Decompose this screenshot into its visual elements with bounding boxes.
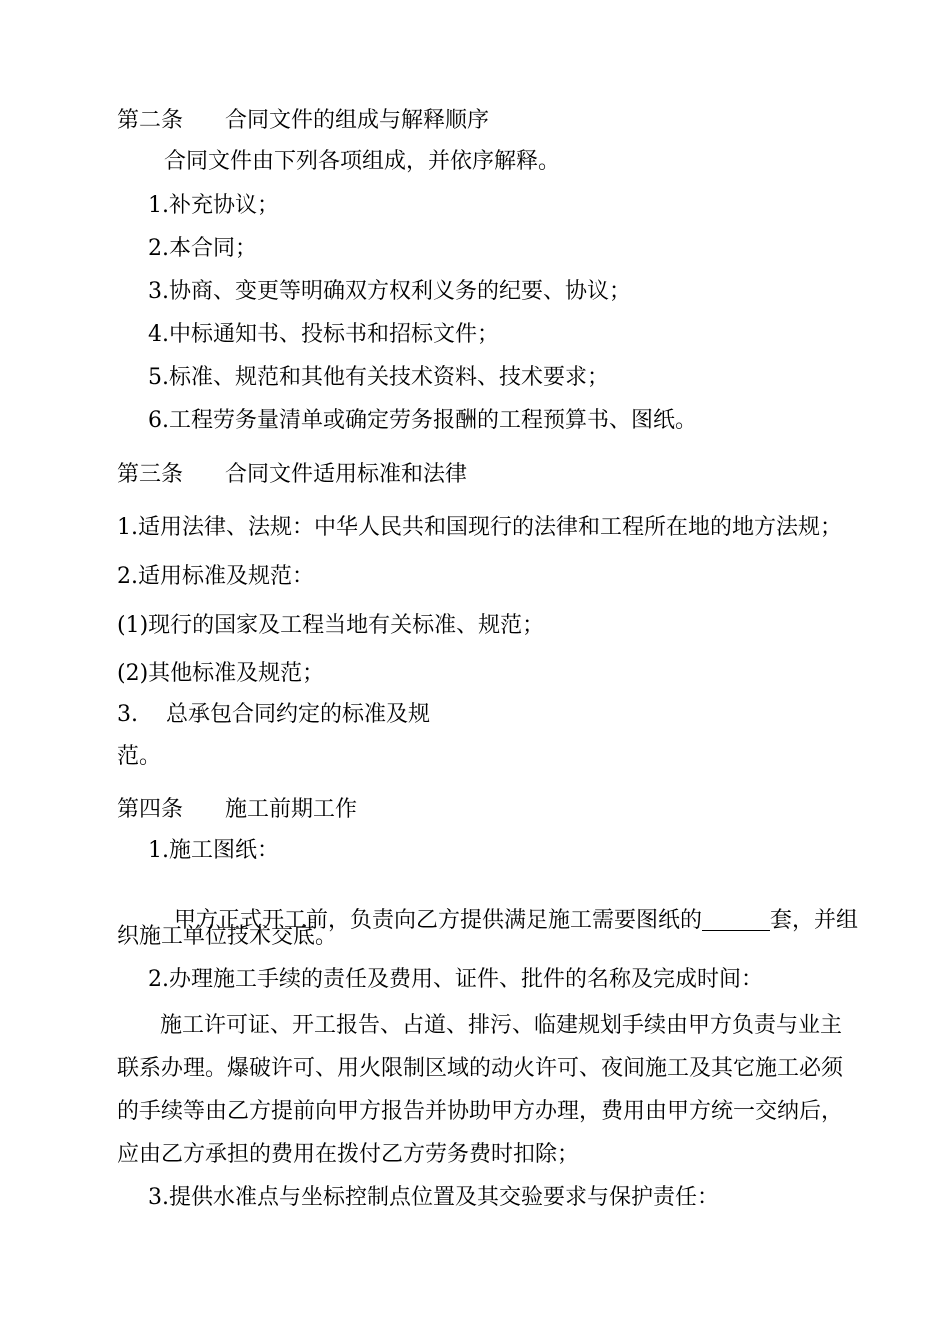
article-4-para-2-line-4: 应由乙方承担的费用在拨付乙方劳务费时扣除； xyxy=(117,1142,580,1167)
article-4-para-1-line-2: 织施工单位技术交底。 xyxy=(117,924,338,949)
article-4-para-2-line-2: 联系办理。爆破许可、用火限制区域的动火许可、夜间施工及其它施工必须 xyxy=(117,1056,844,1081)
article-2-heading: 第二条 合同文件的组成与解释顺序 xyxy=(117,108,489,133)
article-2-item-5: 5.标准、规范和其他有关技术资料、技术要求； xyxy=(148,365,609,390)
article-2-item-6: 6.工程劳务量清单或确定劳务报酬的工程预算书、图纸。 xyxy=(148,408,697,433)
article-4-para-2-line-3: 的手续等由乙方提前向甲方报告并协助甲方办理，费用由甲方统一交纳后， xyxy=(117,1099,844,1124)
article-2-item-2: 2.本合同； xyxy=(148,236,257,261)
article-4-para-1-text-b: 套，并组 xyxy=(770,908,859,933)
article-2-item-1: 1.补充协议； xyxy=(148,193,279,218)
article-4-para-2-line-1: 施工许可证、开工报告、占道、排污、临建规划手续由甲方负责与业主 xyxy=(160,1013,843,1038)
article-3-item-1: 1.适用法律、法规：中华人民共和国现行的法律和工程所在地的地方法规； xyxy=(117,515,842,540)
article-3-item-2: 2.适用标准及规范： xyxy=(117,564,314,589)
article-4-heading: 第四条 施工前期工作 xyxy=(117,797,357,822)
article-3-item-5-cont: 范。 xyxy=(117,744,162,769)
article-2-intro: 合同文件由下列各项组成，并依序解释。 xyxy=(164,149,561,174)
article-4-item-3: 3.提供水准点与坐标控制点位置及其交验要求与保护责任： xyxy=(148,1185,719,1210)
article-2-item-4: 4.中标通知书、投标书和招标文件； xyxy=(148,322,499,347)
article-2-item-3: 3.协商、变更等明确双方权利义务的纪要、协议； xyxy=(148,279,631,304)
article-3-item-5: 3. 总承包合同约定的标准及规 xyxy=(117,702,430,727)
article-4-item-1: 1.施工图纸： xyxy=(148,838,279,863)
article-4-para-1-text-a: 甲方正式开工前，负责向乙方提供满足施工需要图纸的 xyxy=(174,908,703,933)
article-3-item-4: (2)其他标准及规范； xyxy=(117,661,325,686)
article-3-heading: 第三条 合同文件适用标准和法律 xyxy=(117,462,467,487)
article-4-item-2: 2.办理施工手续的责任及费用、证件、批件的名称及完成时间： xyxy=(148,967,763,992)
drawing-sets-blank[interactable] xyxy=(702,908,770,931)
article-3-item-3: (1)现行的国家及工程当地有关标准、规范； xyxy=(117,613,545,638)
